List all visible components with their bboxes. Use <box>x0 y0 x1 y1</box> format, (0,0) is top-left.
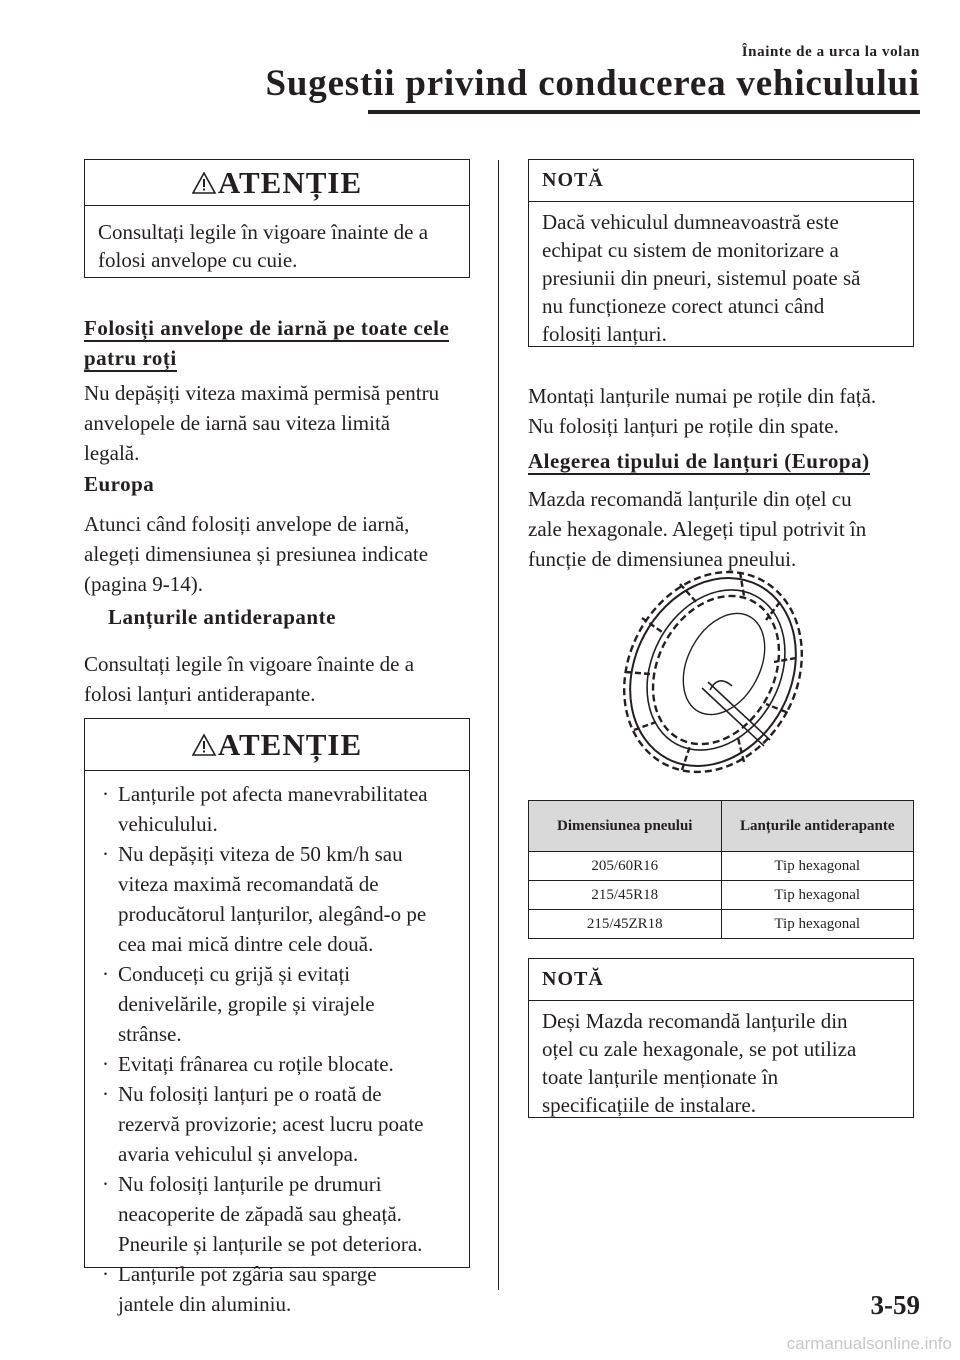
warning-header <box>85 160 469 206</box>
tire-chain-table <box>528 800 914 939</box>
chain-type-paragraph: Mazda recomandă lanțurile din oțel cu zale hexagonale. Alegeți tipul potrivit în funcție de dimensiunea pneului. <box>528 487 867 571</box>
front-wheels-paragraph: Montați lanțurile numai pe roțile din față. Nu folosiți lanțuri pe roțile din spate. <box>528 384 877 438</box>
bullet-item: · Conduceți cu grijă și evitați denivelările, gropile și virajele strânse. <box>98 959 456 1049</box>
table-row <box>529 910 914 939</box>
column-header-chain-type: Lanțurile antiderapante <box>721 801 914 852</box>
bullet-dot-icon: · <box>102 1172 109 1196</box>
column-header-tire-size: Dimensiunea pneului <box>529 801 722 852</box>
page-title: Sugestii privind conducerea vehiculului <box>265 63 920 104</box>
snow-chains-subheading: Lanțurile antiderapante <box>108 605 336 629</box>
europe-paragraph: Atunci când folosiți anvelope de iarnă, alegeți dimensiunea și presiunea indicate (pagina 9-14). <box>84 512 429 596</box>
bullet-dot-icon: · <box>102 962 109 986</box>
note-box-chain-types <box>528 958 914 1118</box>
bullet-item: · Evitați frânarea cu roțile blocate. <box>98 1049 456 1079</box>
europe-label: Europa <box>84 472 155 496</box>
note-box-tpms <box>528 159 914 347</box>
note-header <box>529 160 913 202</box>
warning-title: ATENȚIE <box>217 164 363 200</box>
bullet-item: · Lanțurile pot zgâria sau sparge jantele din aluminiu. <box>98 1259 456 1319</box>
header-rule <box>368 110 920 114</box>
table-row <box>529 852 914 881</box>
bullet-item: · Lanțurile pot afecta manevrabilitatea vehiculului. <box>98 779 456 839</box>
warning-bullet-list <box>85 771 469 1319</box>
chains-law-paragraph: Consultați legile în vigoare înainte de a folosi lanțuri antiderapante. <box>84 652 415 706</box>
warning-triangle-icon <box>192 734 216 756</box>
warning-box-chains <box>84 718 470 1316</box>
column-divider <box>498 160 499 1290</box>
warning-line: Consultați legile în vigoare înainte de a <box>98 220 429 244</box>
bullet-dot-icon: · <box>102 1082 109 1106</box>
table-cell: 215/45ZR18 <box>529 910 722 939</box>
table-cell: Tip hexagonal <box>721 910 914 939</box>
bullet-item: · Nu folosiți lanțuri pe o roată de rezervă provizorie; acest lucru poate avaria vehiculul și anvelopa. <box>98 1079 456 1169</box>
note-text: Deși Mazda recomandă lanțurile din oțel cu zale hexagonale, se pot utiliza toate lanțurile menționate în specificațiile de instalare. <box>542 1009 857 1117</box>
bullet-item: · Nu folosiți lanțurile pe drumuri neacoperite de zăpadă sau gheață. Pneurile și lanțurile se pot deteriora. <box>98 1169 456 1259</box>
bullet-dot-icon: · <box>102 1262 109 1286</box>
warning-box-studded-tires <box>84 159 470 278</box>
table-header-row <box>529 801 914 852</box>
bullet-item: · Nu depășiți viteza de 50 km/h sau viteza maximă recomandată de producătorul lanțurilor, alegând-o pe cea mai mică dintre cele două. <box>98 839 456 959</box>
bullet-dot-icon: · <box>102 842 109 866</box>
bullet-dot-icon: · <box>102 1052 109 1076</box>
table-cell: Tip hexagonal <box>721 881 914 910</box>
table-row <box>529 881 914 910</box>
note-text: Dacă vehiculul dumneavoastră este echipat cu sistem de monitorizare a presiunii din pneuri, sistemul poate să nu funcționeze corect atunci când folosiți lanțuri. <box>542 210 861 346</box>
table-cell: 205/60R16 <box>529 852 722 881</box>
warning-triangle-icon <box>192 172 216 194</box>
warning-title: ATENȚIE <box>217 726 363 762</box>
warning-header <box>85 719 469 771</box>
warning-text <box>85 206 469 274</box>
winter-tires-heading: Folosiți anvelope de iarnă pe toate cele patru roți <box>84 316 450 370</box>
bullet-dot-icon: · <box>102 782 109 806</box>
page-number: 3-59 <box>870 1290 920 1320</box>
note-title: NOTĂ <box>542 968 604 990</box>
table-cell: 215/45R18 <box>529 881 722 910</box>
warning-line: folosi anvelope cu cuie. <box>98 248 298 272</box>
table-cell: Tip hexagonal <box>721 852 914 881</box>
chain-type-heading: Alegerea tipului de lanțuri (Europa) <box>528 449 870 473</box>
snow-chain-tire-illustration <box>620 562 806 780</box>
header-section-label: Înainte de a urca la volan <box>741 44 920 60</box>
site-watermark: carmanualsonline.info <box>786 1334 952 1353</box>
note-title: NOTĂ <box>542 169 604 191</box>
speed-paragraph: Nu depășiți viteza maximă permisă pentru anvelopele de iarnă sau viteza limită legală. <box>84 381 440 465</box>
note-header <box>529 959 913 1001</box>
